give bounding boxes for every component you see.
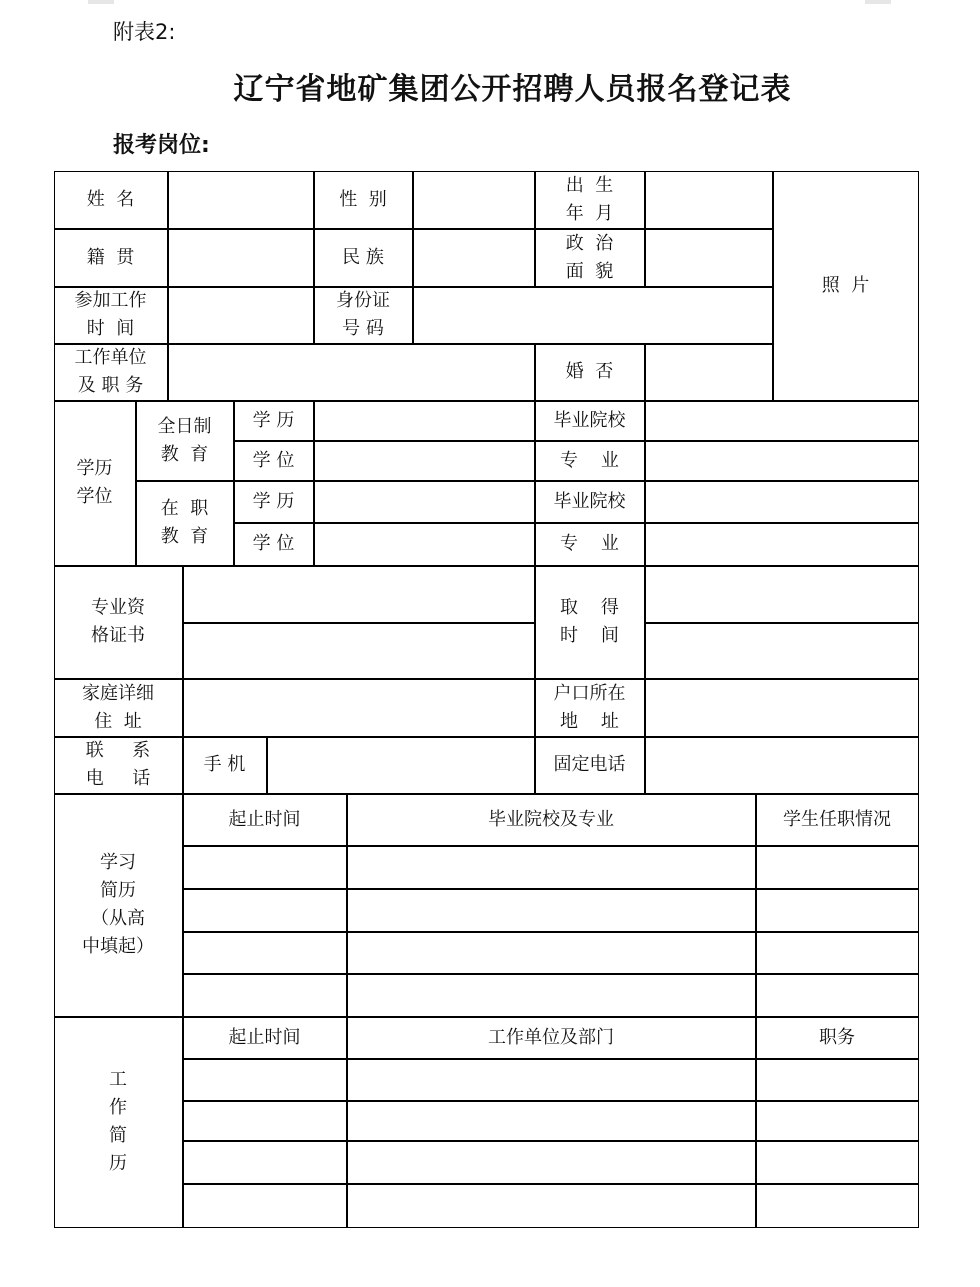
input-qualification-cert-2[interactable] xyxy=(183,623,535,679)
work-header-unit-dept: 工作单位及部门 xyxy=(347,1017,756,1059)
input-graduate-school-1[interactable] xyxy=(645,401,919,441)
work-row-3-unit[interactable] xyxy=(347,1141,756,1184)
study-row-2-period[interactable] xyxy=(183,889,347,932)
label-in-service-education: 在 职 教 育 xyxy=(136,481,234,566)
label-full-time-education: 全日制 教 育 xyxy=(136,401,234,481)
label-education-degree: 学历 学位 xyxy=(54,401,136,566)
label-political-status: 政 治 面 貌 xyxy=(535,229,645,287)
label-native-place: 籍 贯 xyxy=(54,229,168,287)
label-mobile: 手 机 xyxy=(183,737,267,794)
input-mobile[interactable] xyxy=(267,737,535,794)
work-row-2-unit[interactable] xyxy=(347,1101,756,1141)
label-work-unit-position: 工作单位 及 职 务 xyxy=(54,344,168,401)
work-header-position: 职务 xyxy=(756,1017,919,1059)
label-major-1: 专 业 xyxy=(535,441,645,481)
page-corner-mark-left xyxy=(88,0,114,4)
label-work-history: 工 作 简 历 xyxy=(54,1017,183,1228)
work-row-1-position[interactable] xyxy=(756,1059,919,1101)
label-birth: 出 生 年 月 xyxy=(535,171,645,229)
input-work-start-time[interactable] xyxy=(168,287,314,344)
label-ethnicity: 民 族 xyxy=(314,229,413,287)
input-education-2[interactable] xyxy=(314,481,535,523)
study-header-school-major: 毕业院校及专业 xyxy=(347,794,756,846)
study-row-4-school[interactable] xyxy=(347,974,756,1017)
applied-post-label: 报考岗位: xyxy=(113,133,210,158)
label-work-start-time: 参加工作 时 间 xyxy=(54,287,168,344)
label-degree-1: 学 位 xyxy=(234,441,314,481)
study-row-2-role[interactable] xyxy=(756,889,919,932)
label-id-number: 身份证 号 码 xyxy=(314,287,413,344)
study-row-3-period[interactable] xyxy=(183,932,347,974)
study-row-1-period[interactable] xyxy=(183,846,347,889)
study-row-1-school[interactable] xyxy=(347,846,756,889)
input-major-2[interactable] xyxy=(645,523,919,566)
label-major-2: 专 业 xyxy=(535,523,645,566)
label-graduate-school-1: 毕业院校 xyxy=(535,401,645,441)
work-row-2-position[interactable] xyxy=(756,1101,919,1141)
label-qualification-cert: 专业资 格证书 xyxy=(54,566,183,679)
input-name[interactable] xyxy=(168,171,314,229)
label-hukou-address: 户口所在 地 址 xyxy=(535,679,645,737)
study-header-period: 起止时间 xyxy=(183,794,347,846)
label-study-history: 学习 简历 （从高 中填起） xyxy=(54,794,183,1017)
input-graduate-school-2[interactable] xyxy=(645,481,919,523)
label-name: 姓 名 xyxy=(54,171,168,229)
study-header-student-role: 学生任职情况 xyxy=(756,794,919,846)
work-row-1-unit[interactable] xyxy=(347,1059,756,1101)
input-obtained-time-2[interactable] xyxy=(645,623,919,679)
label-graduate-school-2: 毕业院校 xyxy=(535,481,645,523)
form-title: 辽宁省地矿集团公开招聘人员报名登记表 xyxy=(233,72,792,107)
work-row-1-period[interactable] xyxy=(183,1059,347,1101)
label-landline: 固定电话 xyxy=(535,737,645,794)
study-row-1-role[interactable] xyxy=(756,846,919,889)
input-major-1[interactable] xyxy=(645,441,919,481)
label-marital-status: 婚 否 xyxy=(535,344,645,401)
input-marital-status[interactable] xyxy=(645,344,773,401)
input-home-address[interactable] xyxy=(183,679,535,737)
label-gender: 性 别 xyxy=(314,171,413,229)
input-birth[interactable] xyxy=(645,171,773,229)
input-work-unit-position[interactable] xyxy=(168,344,535,401)
study-row-2-school[interactable] xyxy=(347,889,756,932)
label-contact-phone: 联 系 电 话 xyxy=(54,737,183,794)
study-row-3-role[interactable] xyxy=(756,932,919,974)
input-education-1[interactable] xyxy=(314,401,535,441)
input-qualification-cert-1[interactable] xyxy=(183,566,535,623)
input-hukou-address[interactable] xyxy=(645,679,919,737)
study-row-4-role[interactable] xyxy=(756,974,919,1017)
work-row-3-position[interactable] xyxy=(756,1141,919,1184)
photo-box[interactable]: 照 片 xyxy=(773,171,919,401)
study-row-3-school[interactable] xyxy=(347,932,756,974)
input-id-number[interactable] xyxy=(413,287,773,344)
input-degree-1[interactable] xyxy=(314,441,535,481)
attachment-label: 附表2: xyxy=(113,20,176,44)
work-row-4-period[interactable] xyxy=(183,1184,347,1228)
input-landline[interactable] xyxy=(645,737,919,794)
label-education-2: 学 历 xyxy=(234,481,314,523)
study-row-4-period[interactable] xyxy=(183,974,347,1017)
label-home-address: 家庭详细 住 址 xyxy=(54,679,183,737)
input-political-status[interactable] xyxy=(645,229,773,287)
work-header-period: 起止时间 xyxy=(183,1017,347,1059)
work-row-4-position[interactable] xyxy=(756,1184,919,1228)
label-obtained-time: 取 得 时 间 xyxy=(535,566,645,679)
registration-form-table xyxy=(54,171,919,1228)
input-gender[interactable] xyxy=(413,171,535,229)
work-row-2-period[interactable] xyxy=(183,1101,347,1141)
work-row-3-period[interactable] xyxy=(183,1141,347,1184)
label-degree-2: 学 位 xyxy=(234,523,314,566)
page-corner-mark-right xyxy=(865,0,891,4)
input-ethnicity[interactable] xyxy=(413,229,535,287)
input-obtained-time-1[interactable] xyxy=(645,566,919,623)
work-row-4-unit[interactable] xyxy=(347,1184,756,1228)
label-education-1: 学 历 xyxy=(234,401,314,441)
input-native-place[interactable] xyxy=(168,229,314,287)
input-degree-2[interactable] xyxy=(314,523,535,566)
